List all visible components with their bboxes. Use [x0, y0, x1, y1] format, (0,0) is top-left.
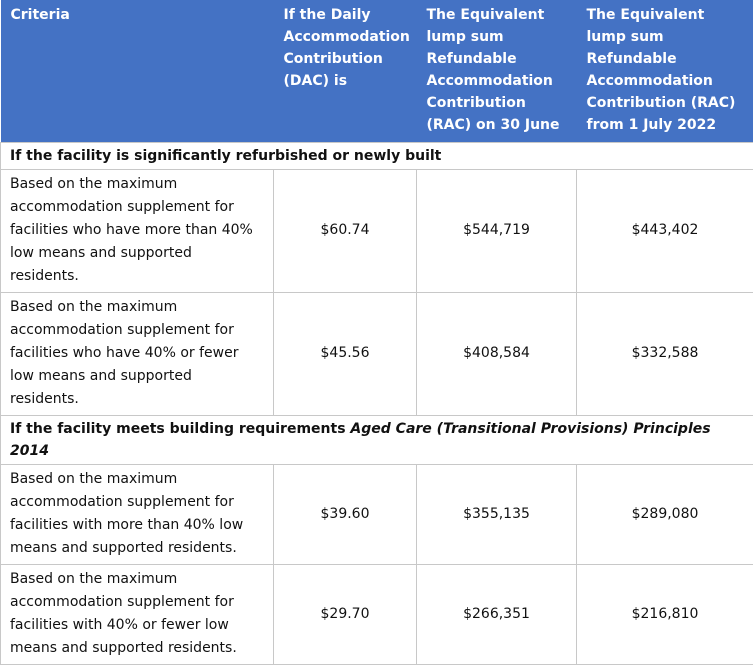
dac-cell: $45.56	[274, 292, 417, 415]
header-criteria: Criteria	[1, 0, 274, 142]
header-rac-30-june: The Equivalent lump sum Refundable Accommodation Contribution (RAC) on 30 June	[417, 0, 577, 142]
header-row	[1, 0, 753, 142]
table-row	[1, 564, 753, 664]
rac-30-june-cell: $408,584	[417, 292, 577, 415]
rac-1-july-cell: $332,588	[577, 292, 753, 415]
rac-1-july-cell: $216,810	[577, 564, 753, 664]
rac-1-july-cell: $443,402	[577, 169, 753, 292]
rac-30-june-cell: $355,135	[417, 464, 577, 564]
header-rac-1-july: The Equivalent lump sum Refundable Accommodation Contribution (RAC) from 1 July 2022	[577, 0, 753, 142]
criteria-cell: Based on the maximum accommodation supplement for facilities who have 40% or fewer low means and supported residents.	[1, 292, 274, 415]
dac-cell: $29.70	[274, 564, 417, 664]
dac-cell: $60.74	[274, 169, 417, 292]
dac-cell: $39.60	[274, 464, 417, 564]
rac-30-june-cell: $544,719	[417, 169, 577, 292]
section-row	[1, 142, 753, 169]
rac-30-june-cell: $266,351	[417, 564, 577, 664]
section-title-italic: Aged Care (Transitional Provisions) Principles 2014	[10, 421, 711, 459]
section-title	[1, 415, 753, 464]
criteria-cell: Based on the maximum accommodation supplement for facilities with 40% or fewer low means and supported residents.	[1, 564, 274, 664]
section-row	[1, 415, 753, 464]
table-row	[1, 464, 753, 564]
criteria-cell: Based on the maximum accommodation supplement for facilities who have more than 40% low means and supported residents.	[1, 169, 274, 292]
section-title: If the facility is significantly refurbished or newly built	[1, 142, 753, 169]
section-title-prefix: If the facility meets building requirements	[10, 421, 350, 437]
header-dac: If the Daily Accommodation Contribution (DAC) is	[274, 0, 417, 142]
rac-1-july-cell: $289,080	[577, 464, 753, 564]
table-row	[1, 169, 753, 292]
table-row	[1, 292, 753, 415]
criteria-cell: Based on the maximum accommodation supplement for facilities with more than 40% low means and supported residents.	[1, 464, 274, 564]
